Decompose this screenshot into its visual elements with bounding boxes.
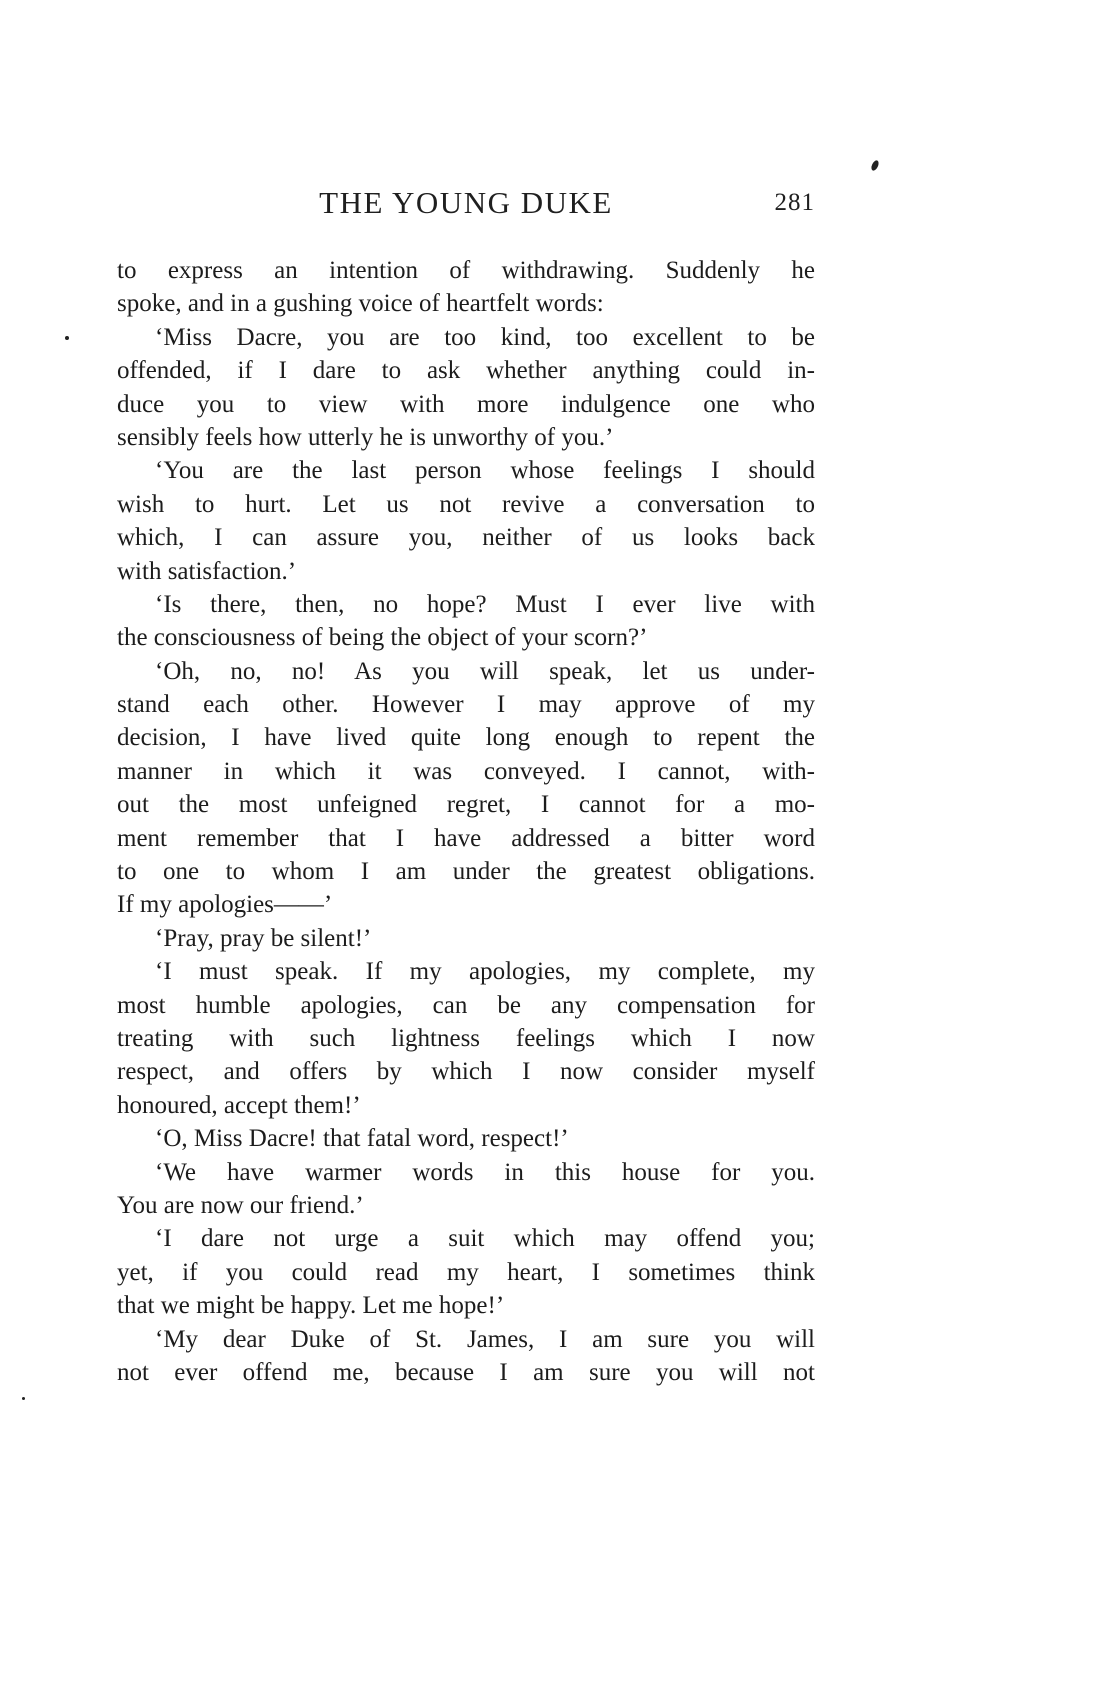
text-line: out the most unfeigned regret, I cannot for a mo-	[117, 791, 815, 819]
text-line: with satisfaction.’	[117, 557, 297, 585]
text-line: offended, if I dare to ask whether anything could in-	[117, 357, 815, 385]
text-line: which, I can assure you, neither of us looks back	[117, 524, 815, 552]
text-line: ‘I dare not urge a suit which may offend you;	[155, 1225, 815, 1253]
text-line: wish to hurt. Let us not revive a conversation to	[117, 490, 815, 518]
text-line: ‘You are the last person whose feelings I should	[155, 457, 815, 485]
text-line: ‘We have warmer words in this house for you.	[155, 1158, 815, 1186]
text-line: manner in which it was conveyed. I cannot, with-	[117, 757, 815, 785]
ink-speck	[22, 1397, 25, 1400]
text-line: ‘My dear Duke of St. James, I am sure you will	[155, 1325, 815, 1353]
text-line: the consciousness of being the object of your scorn?’	[117, 624, 648, 652]
ink-speck	[870, 159, 880, 172]
text-line: duce you to view with more indulgence one who	[117, 390, 815, 418]
text-line: stand each other. However I may approve of my	[117, 691, 815, 719]
text-line: ‘Pray, pray be silent!’	[155, 924, 372, 952]
text-line: to one to whom I am under the greatest obligations.	[117, 858, 815, 886]
text-line: spoke, and in a gushing voice of heartfelt words:	[117, 290, 604, 318]
text-line: honoured, accept them!’	[117, 1091, 361, 1119]
body-text	[117, 254, 815, 1389]
text-line: You are now our friend.’	[117, 1191, 364, 1219]
text-line: yet, if you could read my heart, I sometimes think	[117, 1258, 815, 1286]
text-line: ‘Is there, then, no hope? Must I ever live with	[155, 590, 815, 618]
running-head	[117, 185, 815, 225]
ink-speck	[65, 336, 69, 340]
text-line: ‘I must speak. If my apologies, my complete, my	[155, 958, 815, 986]
text-line: ‘O, Miss Dacre! that fatal word, respect!’	[155, 1125, 569, 1153]
text-line: decision, I have lived quite long enough to repent the	[117, 724, 815, 752]
text-line: treating with such lightness feelings which I now	[117, 1024, 815, 1052]
text-line: ‘Oh, no, no! As you will speak, let us under-	[155, 657, 815, 685]
text-line: to express an intention of withdrawing. Suddenly he	[117, 257, 815, 284]
text-line: not ever offend me, because I am sure you will not	[117, 1358, 815, 1386]
text-line: that we might be happy. Let me hope!’	[117, 1292, 505, 1320]
text-line: ‘Miss Dacre, you are too kind, too excellent to be	[155, 323, 815, 351]
text-line: most humble apologies, can be any compensation for	[117, 991, 815, 1019]
text-line: sensibly feels how utterly he is unworthy of you.’	[117, 423, 614, 451]
running-title: THE YOUNG DUKE	[319, 185, 613, 220]
text-line: ment remember that I have addressed a bitter word	[117, 824, 815, 852]
page-number: 281	[774, 189, 815, 216]
text-line: respect, and offers by which I now consider myself	[117, 1058, 815, 1086]
text-line: If my apologies——’	[117, 891, 333, 919]
